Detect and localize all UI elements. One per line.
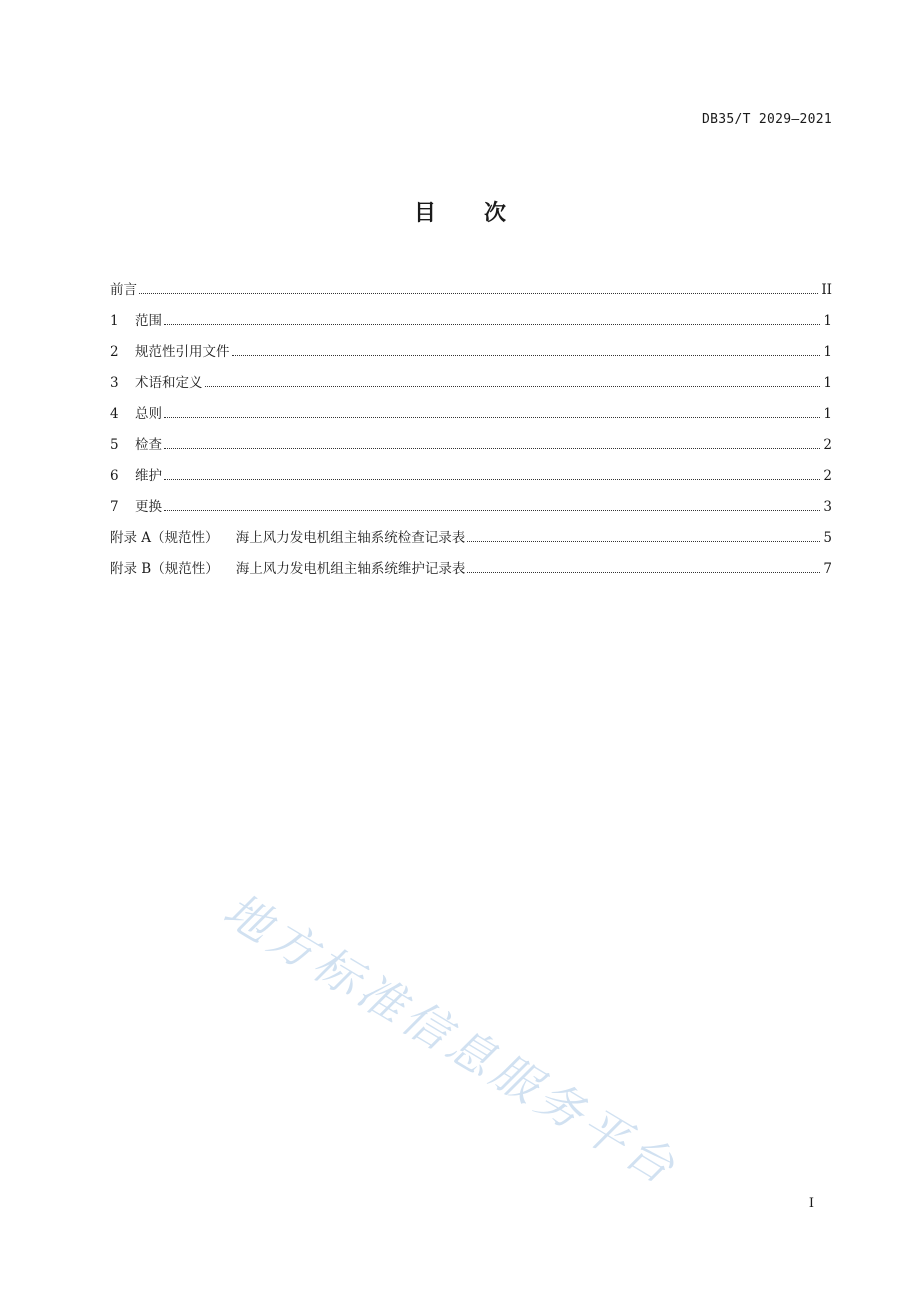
page-title: 目次 [413,201,554,226]
toc-entry-text: 范围 [135,313,162,329]
toc-entry-number: 4 [110,406,119,422]
toc-entry-text: 海上风力发电机组主轴系统检查记录表 [235,530,466,546]
toc-entry-annex-b[interactable] [110,558,832,589]
toc-entry-text: 海上风力发电机组主轴系统维护记录表 [235,561,466,577]
toc-entry-page: 3 [823,499,832,515]
toc-leader-dots [164,324,820,325]
toc-entry-text: 总则 [135,406,162,422]
toc-entry-number: 5 [110,437,119,453]
toc-entry-page: 1 [823,344,832,360]
toc-leader-dots [232,355,821,356]
toc-entry-maintenance[interactable] [110,465,832,496]
toc-entry-general[interactable] [110,403,832,434]
toc-leader-dots [467,541,820,542]
document-code: DB35/T 2029—2021 [701,112,832,127]
toc-entry-page: 1 [823,313,832,329]
toc-leader-dots [164,479,820,480]
toc-annex-label: 附录 B（规范性） [110,561,219,577]
toc-entry-number: 1 [110,313,119,329]
page-number: I [808,1196,814,1211]
toc-entry-text: 检查 [135,437,162,453]
toc-entry-number: 6 [110,468,119,484]
toc-entry-page: 1 [823,375,832,391]
toc-entry-page: 2 [823,437,832,453]
toc-entry-replacement[interactable] [110,496,832,527]
toc-leader-dots [467,572,820,573]
toc-entry-page: 7 [823,561,832,577]
toc-entry-text: 更换 [135,499,162,515]
toc-entry-number: 3 [110,375,119,391]
toc-entry-inspection[interactable] [110,434,832,465]
toc-entry-number: 2 [110,344,119,360]
watermark: 地方标准信息服务平台 [214,882,689,1197]
toc-entry-text: 术语和定义 [135,375,203,391]
toc-annex-label: 附录 A（规范性） [110,530,219,546]
toc-leader-dots [164,417,820,418]
toc-entry-normative-references[interactable] [110,341,832,372]
toc-entry-text: 维护 [135,468,162,484]
toc-entry-scope[interactable] [110,310,832,341]
toc-entry-foreword[interactable] [110,279,832,310]
toc-leader-dots [164,510,820,511]
toc-entry-text: 规范性引用文件 [135,344,230,360]
toc-entry-annex-a[interactable] [110,527,832,558]
toc-entry-terms-definitions[interactable] [110,372,832,403]
toc-entry-page: II [821,282,832,298]
toc-entry-text: 前言 [110,282,137,298]
toc-leader-dots [164,448,820,449]
toc-entry-page: 2 [823,468,832,484]
toc-entry-number: 7 [110,499,119,515]
table-of-contents [110,279,832,589]
toc-entry-page: 5 [823,530,832,546]
toc-leader-dots [205,386,821,387]
toc-leader-dots [139,293,818,294]
toc-entry-page: 1 [823,406,832,422]
